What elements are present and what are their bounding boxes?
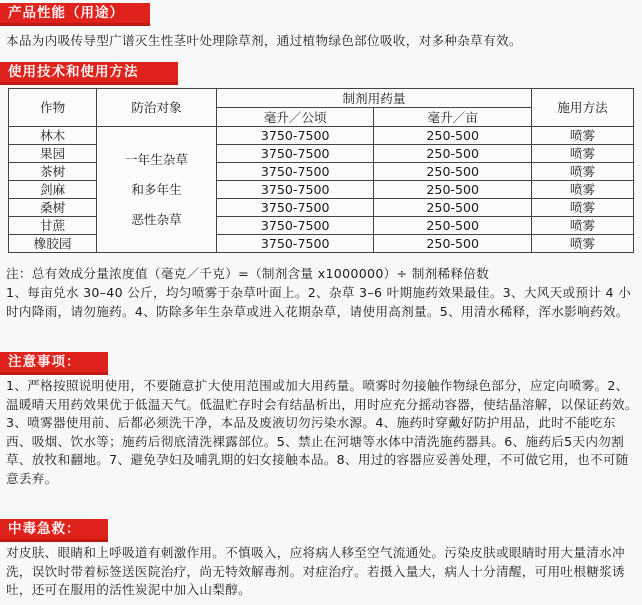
header-method: 施用方法 — [531, 89, 633, 127]
crop-cell: 茶树 — [9, 163, 97, 181]
properties-title: 产品性能（用途） — [8, 5, 124, 21]
target-line: 一年生杂草 — [125, 151, 188, 167]
usage-instructions: 1、每亩兑水 30–40 公斤，均匀喷雾于杂草叶面上。2、杂草 3–6 叶期施药效果最佳。3、大风天或预计 4 小时内降雨，请勿施药。4、防除多年生杂草或进入花期杂草，请使用高剂量。5、用清水稀释，浑水影响药效。 — [6, 285, 631, 319]
method-cell: 喷雾 — [531, 163, 633, 181]
concentration-note: 注：总有效成分量浓度值（毫克／千克）=（制剂含量 x1000000）÷ 制剂稀释倍数 — [6, 266, 490, 281]
dosage-ha-cell: 3750-7500 — [216, 235, 374, 253]
dosage-ha-cell: 3750-7500 — [216, 181, 374, 199]
poisoning-title: 中毒急救： — [8, 521, 81, 537]
target-line: 和多年生 — [131, 181, 182, 197]
header-dosage: 制剂用药量 — [216, 89, 531, 108]
table-row — [9, 127, 634, 145]
header-crop: 作物 — [9, 89, 97, 127]
crop-cell: 橡胶园 — [9, 235, 97, 253]
crop-cell: 林木 — [9, 127, 97, 145]
method-cell: 喷雾 — [531, 127, 633, 145]
properties-text: 本品为内吸传导型广谱灭生性茎叶处理除草剂，通过植物绿色部位吸收，对多种杂草有效。 — [6, 33, 522, 48]
dosage-mu-cell: 250-500 — [374, 145, 532, 163]
usage-header-bar — [0, 62, 178, 85]
header-dosage-ha: 毫升／公顷 — [216, 108, 374, 127]
method-cell: 喷雾 — [531, 217, 633, 235]
poisoning-text: 对皮肤、眼睛和上呼吸道有刺激作用。不慎吸入，应将病人移至空气流通处。污染皮肤或眼睛时用大量清水冲洗，误饮时带着标签送医院治疗，尚无特效解毒剂。对症治疗。若摄入量大，病人十分清醒，可用吐根糖浆诱吐，还可在服用的活性炭泥中加入山梨醇。 — [6, 545, 625, 597]
dosage-mu-cell: 250-500 — [374, 163, 532, 181]
dosage-ha-cell: 3750-7500 — [216, 163, 374, 181]
crop-cell: 果园 — [9, 145, 97, 163]
dosage-ha-cell: 3750-7500 — [216, 145, 374, 163]
properties-header-bar — [0, 3, 150, 26]
target-cell — [97, 127, 217, 253]
crop-cell: 剑麻 — [9, 181, 97, 199]
method-cell: 喷雾 — [531, 145, 633, 163]
usage-title: 使用技术和使用方法 — [8, 64, 139, 80]
header-target: 防治对象 — [97, 89, 217, 127]
precautions-title: 注意事项： — [8, 354, 81, 370]
dosage-mu-cell: 250-500 — [374, 199, 532, 217]
method-cell: 喷雾 — [531, 199, 633, 217]
dosage-ha-cell: 3750-7500 — [216, 199, 374, 217]
dosage-ha-cell: 3750-7500 — [216, 217, 374, 235]
crop-cell: 桑树 — [9, 199, 97, 217]
dosage-mu-cell: 250-500 — [374, 181, 532, 199]
dosage-mu-cell: 250-500 — [374, 127, 532, 145]
usage-table — [8, 88, 634, 253]
dosage-mu-cell: 250-500 — [374, 235, 532, 253]
dosage-mu-cell: 250-500 — [374, 217, 532, 235]
method-cell: 喷雾 — [531, 181, 633, 199]
header-dosage-mu: 毫升／亩 — [374, 108, 532, 127]
method-cell: 喷雾 — [531, 235, 633, 253]
dosage-ha-cell: 3750-7500 — [216, 127, 374, 145]
precautions-header-bar — [0, 352, 108, 375]
precautions-text: 1、严格按照说明使用，不要随意扩大使用范围或加大用药量。喷雾时勿接触作物绿色部分，应定向喷雾。2、温暖晴天用药效果优于低温天气。低温贮存时会有结晶析出，用时应充分摇动容器，使结晶溶解，以保证药效。3、喷雾器使用前、后都必须洗干净，本品及废液切勿污染水源。4、施药时穿戴好防护用品，此时不能吃东西、吸烟、饮水等；施药后彻底清洗裸露部位。5、禁止在河塘等水体中清洗施药器具。6、施药后5天内勿割草、放牧和翻地。7、避免孕妇及哺乳期的妇女接触本品。8、用过的容器应妥善处理，不可做它用，也不可随意丢弃。 — [6, 378, 638, 486]
poisoning-header-bar — [0, 519, 108, 542]
target-line: 恶性杂草 — [131, 211, 182, 227]
crop-cell: 甘蔗 — [9, 217, 97, 235]
